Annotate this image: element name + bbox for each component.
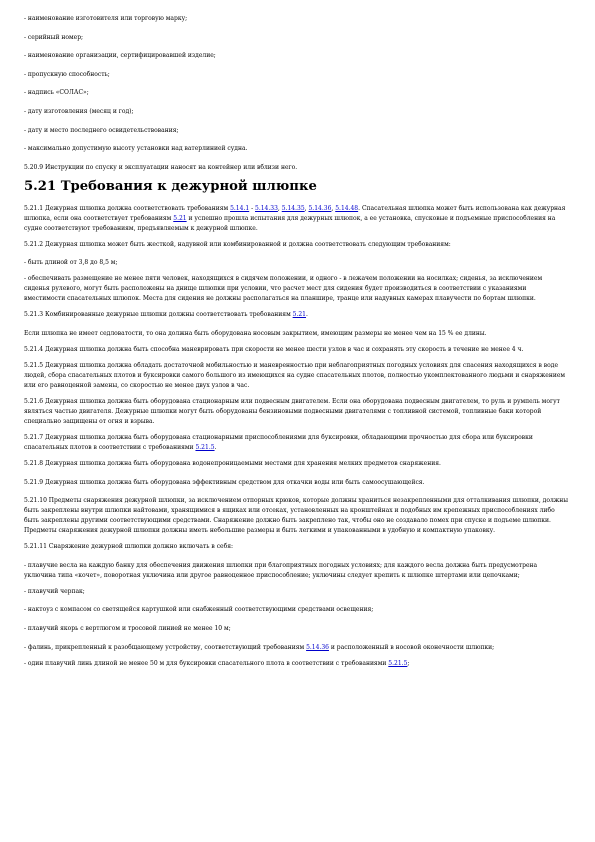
document-page xyxy=(24,14,569,677)
text-span: , xyxy=(277,204,282,212)
list-item: - дату и место последнего освидетельствования; xyxy=(24,126,179,134)
list-item: - плавучий черпак; xyxy=(24,587,85,595)
text-span: ; xyxy=(407,659,410,667)
list-item: - плавучие весла на каждую банку для обеспечения движения шлюпки при благоприятных погодных условиях; для каждого весла должна быть предусмотрена уключина типа «кочет», поворотная уключина или другое равноценное приспособление; уключины следует крепить к шлюпке штертами или цепочками; xyxy=(24,561,538,579)
list-item: - обеспечивать размещение не менее пяти человек, находящихся в сидячем положении, и одного - в лежачем положении на носилках; сиденья, за исключением сиденья рулевого, могут быть расположены на днище шлюпки при условии, что расчет мест для сидения будет производиться в соответствии с указаниями вместимости спасательных шлюпок. Места для сидения не должны располагаться на планшире, транце или надувных камерах плавучести по бортам шлюпки. xyxy=(24,275,543,303)
list-item xyxy=(24,643,569,653)
list-item: - пропускную способность; xyxy=(24,70,110,78)
ref-link-5-14-33[interactable]: 5.14.33 xyxy=(255,204,278,212)
paragraph-5-21-11: 5.21.11 Снаряжение дежурной шлюпки должно включать в себя: xyxy=(24,543,234,551)
paragraph-5-21-7 xyxy=(24,433,569,453)
paragraph-5-21-6: 5.21.6 Дежурная шлюпка должна быть оборудована стационарным или подвесным двигателем. Если она оборудована подвесным двигателем, то руль и румпель могут являться частью двигателя. Дежурные шлюпки могут быть оборудованы бензиновыми подвесными двигателями с топливной системой, топливные баки которой специально защищены от огня и взрыва. xyxy=(24,397,560,425)
list-item: - нактоуз с компасом со светящейся картушкой или снабженный соответствующими средствами освещения; xyxy=(24,606,374,614)
section-title: 5.21 Требования к дежурной шлюпке xyxy=(24,178,317,194)
paragraph-5-21-9: 5.21.9 Дежурная шлюпка должна быть оборудована эффективным средством для откачки воды или быть самоосушающейся. xyxy=(24,478,425,486)
list-item: - серийный номер; xyxy=(24,33,84,41)
paragraph-5-21-4: 5.21.4 Дежурная шлюпка должна быть способна маневрировать при скорости не менее шести узлов в час и сохранять эту скорость в течение не менее 4 ч. xyxy=(24,345,524,353)
text-span: - xyxy=(249,204,256,212)
text-span: - фалинь, прикрепленный к разобщающему устройству, соответствующий требованиям xyxy=(24,643,307,651)
ref-link-5-14-48[interactable]: 5.14.48 xyxy=(335,204,359,212)
paragraph-5-21-8: 5.21.8 Дежурная шлюпка должна быть оборудована водонепроницаемыми местами для хранения мелких предметов снаряжения. xyxy=(24,459,441,467)
paragraph-text: Если шлюпка не имеет седловатости, то она должна быть оборудована носовым закрытием, имеющим размеры не менее чем на 15 % ее длины. xyxy=(24,329,487,337)
paragraph-5-21-2: 5.21.2 Дежурная шлюпка может быть жесткой, надувной или комбинированной и должна соответствовать следующим требованиям: xyxy=(24,240,451,248)
list-item: - плавучий якорь с вертлюгом и тросовой линией не менее 10 м; xyxy=(24,624,231,632)
text-span: 5.21.1 Дежурная шлюпка должна соответствовать требованиям xyxy=(24,204,231,212)
text-span: , xyxy=(304,204,309,212)
paragraph-5-21-10: 5.21.10 Предметы снаряжения дежурной шлюпки, за исключением отпорных крюков, которые должны храниться незакрепленными для отталкивания шлюпки, должны быть закреплены внутри шлюпки найтовами, хранящимися в ящиках или отсеках, установленных на кронштейнах и подобных им крепежных приспособлениях либо быть закреплены другими соответствующими средствами. Снаряжение должно быть закреплено так, чтобы оно не создавало помех при спуске и подъеме шлюпки. Предметы снаряжения дежурной шлюпки должны иметь небольшие размеры и быть легкими и упакованными в удобную и компактную упаковку. xyxy=(24,497,569,535)
text-span: . xyxy=(306,311,308,319)
list-item xyxy=(24,659,569,669)
ref-link-5-21-5[interactable]: 5.21.5 xyxy=(388,659,408,667)
paragraph-5-21-1 xyxy=(24,204,569,234)
text-span: 5.21.7 Дежурная шлюпка должна быть оборудована стационарными приспособлениями для буксировки, обладающими прочностью для сбора или буксировки спасательных плотов в соответствии с требованиями xyxy=(24,433,533,451)
text-span: - один плавучий линь длиной не менее 50 м для буксировки спасательного плота в соответствии с требованиями xyxy=(24,659,389,667)
list-item: - надпись «СОЛАС»; xyxy=(24,89,89,97)
ref-link-5-14-36[interactable]: 5.14.36 xyxy=(306,643,329,651)
ref-link-5-14-35[interactable]: 5.14.35 xyxy=(281,204,305,212)
text-span: и расположенный в носовой оконечности шлюпки; xyxy=(328,643,495,651)
ref-link-5-14-36[interactable]: 5.14.36 xyxy=(308,204,332,212)
list-item: - наименование организации, сертифицировавшей изделие; xyxy=(24,52,216,60)
paragraph-5-21-5: 5.21.5 Дежурная шлюпка должна обладать достаточной мобильностью и маневренностью при неблагоприятных погодных условиях для спасения находящихся в воде людей, сбора спасательных плотов и буксировки самого большого из имеющихся на судне спасательных плотов, полностью укомплектованного людьми и снаряжением или его равноценной замены, со скоростью не менее двух узлов в час. xyxy=(24,361,566,389)
list-item: - быть длиной от 3,8 до 8,5 м; xyxy=(24,259,118,267)
ref-link-5-21[interactable]: 5.21 xyxy=(173,214,187,222)
text-span: 5.21.3 Комбинированные дежурные шлюпки должны соответствовать требованиям xyxy=(24,311,293,319)
text-span: и успешно прошла испытания для дежурных шлюпок, а ее установка, спусковые и подъемные приспособления на судне соответствуют требованиям, предъявляемым к дежурной шлюпке. xyxy=(24,214,556,232)
list-item: - наименование изготовителя или торговую марку; xyxy=(24,15,188,22)
list-item: - дату изготовления (месяц и год); xyxy=(24,107,134,115)
ref-link-5-21[interactable]: 5.21 xyxy=(292,311,306,319)
paragraph-5-20-9: 5.20.9 Инструкции по спуску и эксплуатации наносят на контейнер или вблизи него. xyxy=(24,163,298,171)
list-item: - максимально допустимую высоту установки над ватерлинией судна. xyxy=(24,145,248,153)
paragraph-5-21-3 xyxy=(24,310,569,320)
ref-link-5-14-1[interactable]: 5.14.1 xyxy=(230,204,250,212)
text-span: , xyxy=(331,204,336,212)
text-span: . Спасательная шлюпка может быть использована как дежурная шлюпка, если она соответствует требованиям xyxy=(24,204,566,222)
ref-link-5-21-5[interactable]: 5.21.5 xyxy=(195,443,215,451)
text-span: . xyxy=(214,443,217,451)
